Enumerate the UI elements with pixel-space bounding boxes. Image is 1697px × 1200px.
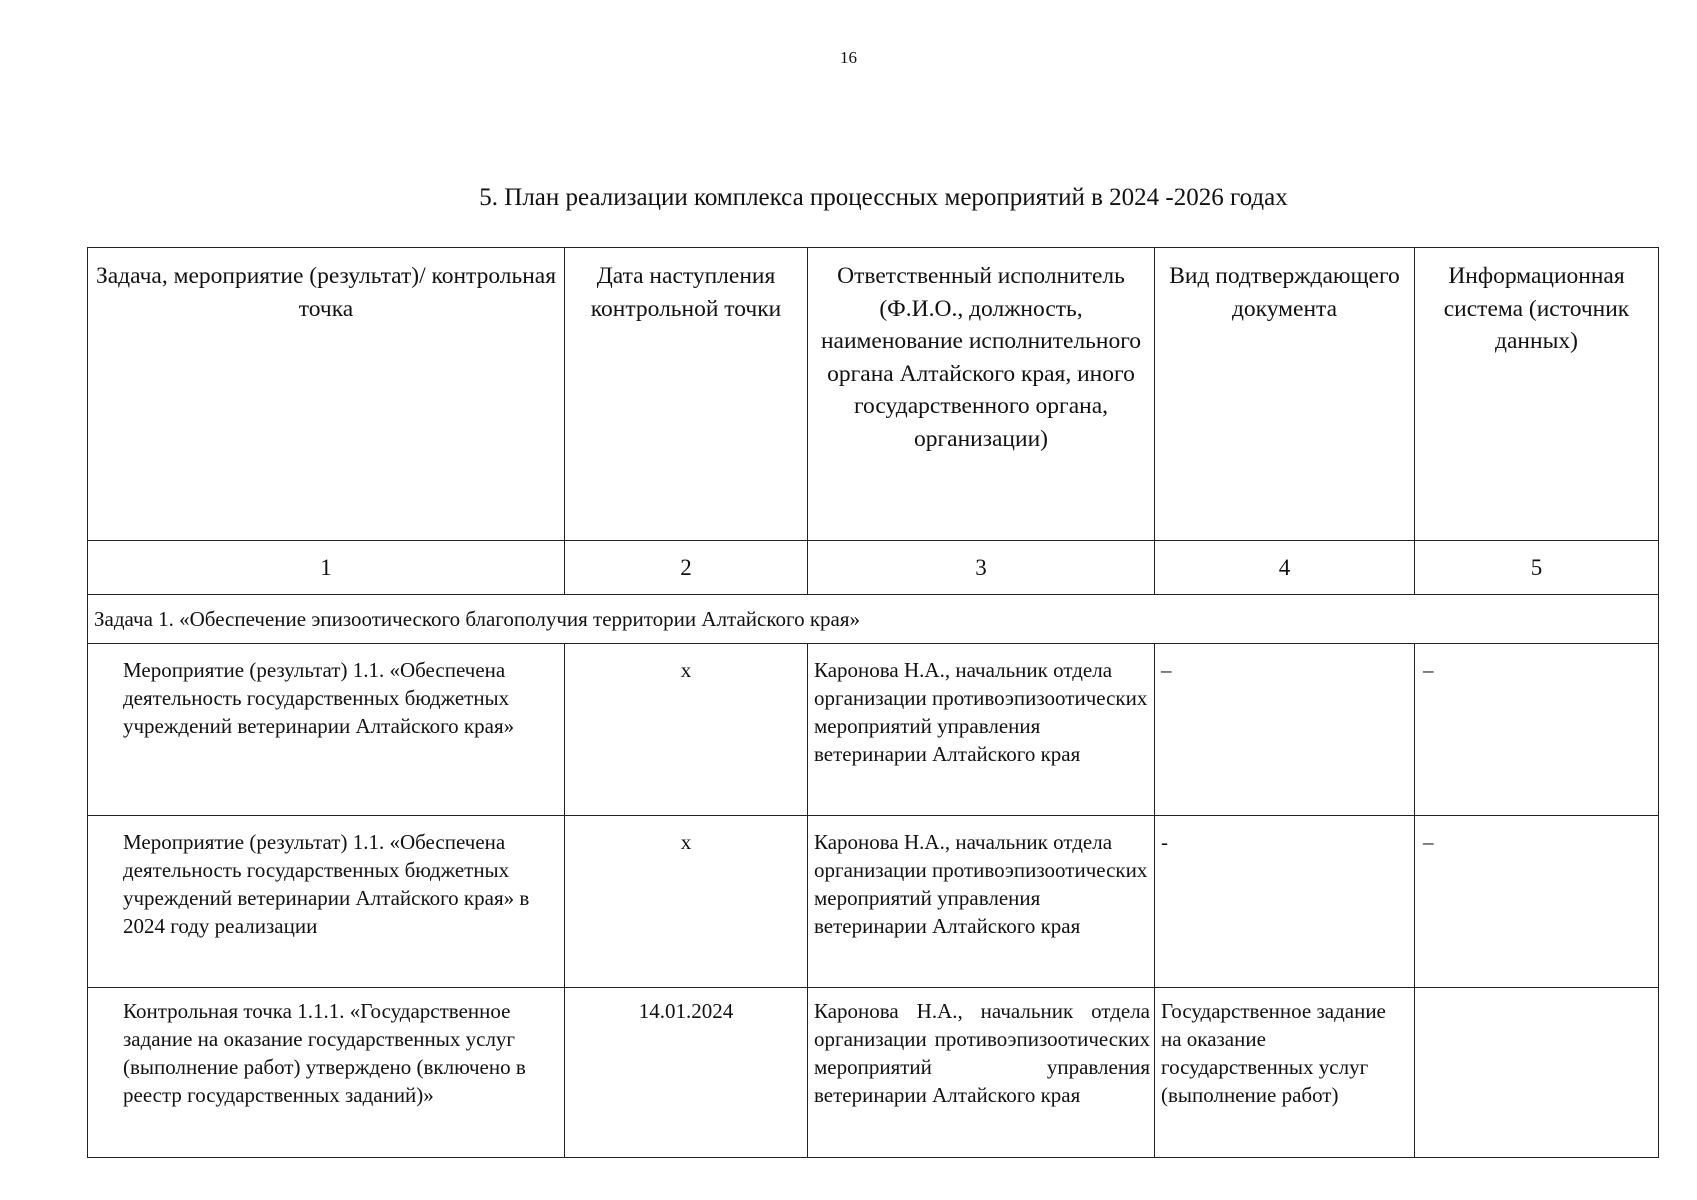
cell-name: Мероприятие (результат) 1.1. «Обеспечена деятельность государственных бюджетных учреждений ветеринарии Алтайского края» [88,644,565,816]
column-number: 4 [1155,541,1415,595]
cell-document: Государственное задание на оказание государственных услуг (выполнение работ) [1155,988,1415,1158]
column-header-date: Дата наступления контрольной точки [565,248,808,541]
cell-responsible: Каронова Н.А., начальник отдела организации противоэпизоотических мероприятий управления ветеринарии Алтайского края [808,644,1155,816]
table-row [88,816,1659,988]
cell-date: 14.01.2024 [565,988,808,1158]
cell-document: – [1155,644,1415,816]
cell-name: Контрольная точка 1.1.1. «Государственное задание на оказание государственных услуг (выполнение работ) утверждено (включено в реестр государственных заданий)» [88,988,565,1158]
column-number: 5 [1415,541,1659,595]
task-title: Задача 1. «Обеспечение эпизоотического благополучия территории Алтайского края» [88,595,1659,644]
task-row [88,595,1659,644]
column-number: 3 [808,541,1155,595]
plan-table [87,247,1659,1158]
column-number-row [88,541,1659,595]
page-number: 16 [840,48,857,67]
cell-responsible: Каронова Н.А., начальник отдела организации противоэпизоотических мероприятий управления ветеринарии Алтайского края [808,988,1155,1158]
cell-system [1415,988,1659,1158]
page-title: 5. План реализации комплекса процессных мероприятий в 2024 -2026 годах [479,184,1288,211]
column-header-responsible: Ответственный исполнитель (Ф.И.О., должность, наименование исполнительного органа Алтайского края, иного государственного органа, организации) [808,248,1155,541]
cell-system: – [1415,644,1659,816]
column-header-document: Вид подтверждающего документа [1155,248,1415,541]
column-number: 1 [88,541,565,595]
column-header-task: Задача, мероприятие (результат)/ контрольная точка [88,248,565,541]
cell-document: - [1155,816,1415,988]
cell-date: х [565,644,808,816]
cell-system: – [1415,816,1659,988]
table-header-row [88,248,1659,541]
column-number: 2 [565,541,808,595]
cell-date: х [565,816,808,988]
table-row [88,644,1659,816]
cell-responsible: Каронова Н.А., начальник отдела организации противоэпизоотических мероприятий управления ветеринарии Алтайского края [808,816,1155,988]
table-row [88,988,1659,1158]
column-header-system: Информационная система (источник данных) [1415,248,1659,541]
cell-name: Мероприятие (результат) 1.1. «Обеспечена деятельность государственных бюджетных учреждений ветеринарии Алтайского края» в 2024 году реализации [88,816,565,988]
